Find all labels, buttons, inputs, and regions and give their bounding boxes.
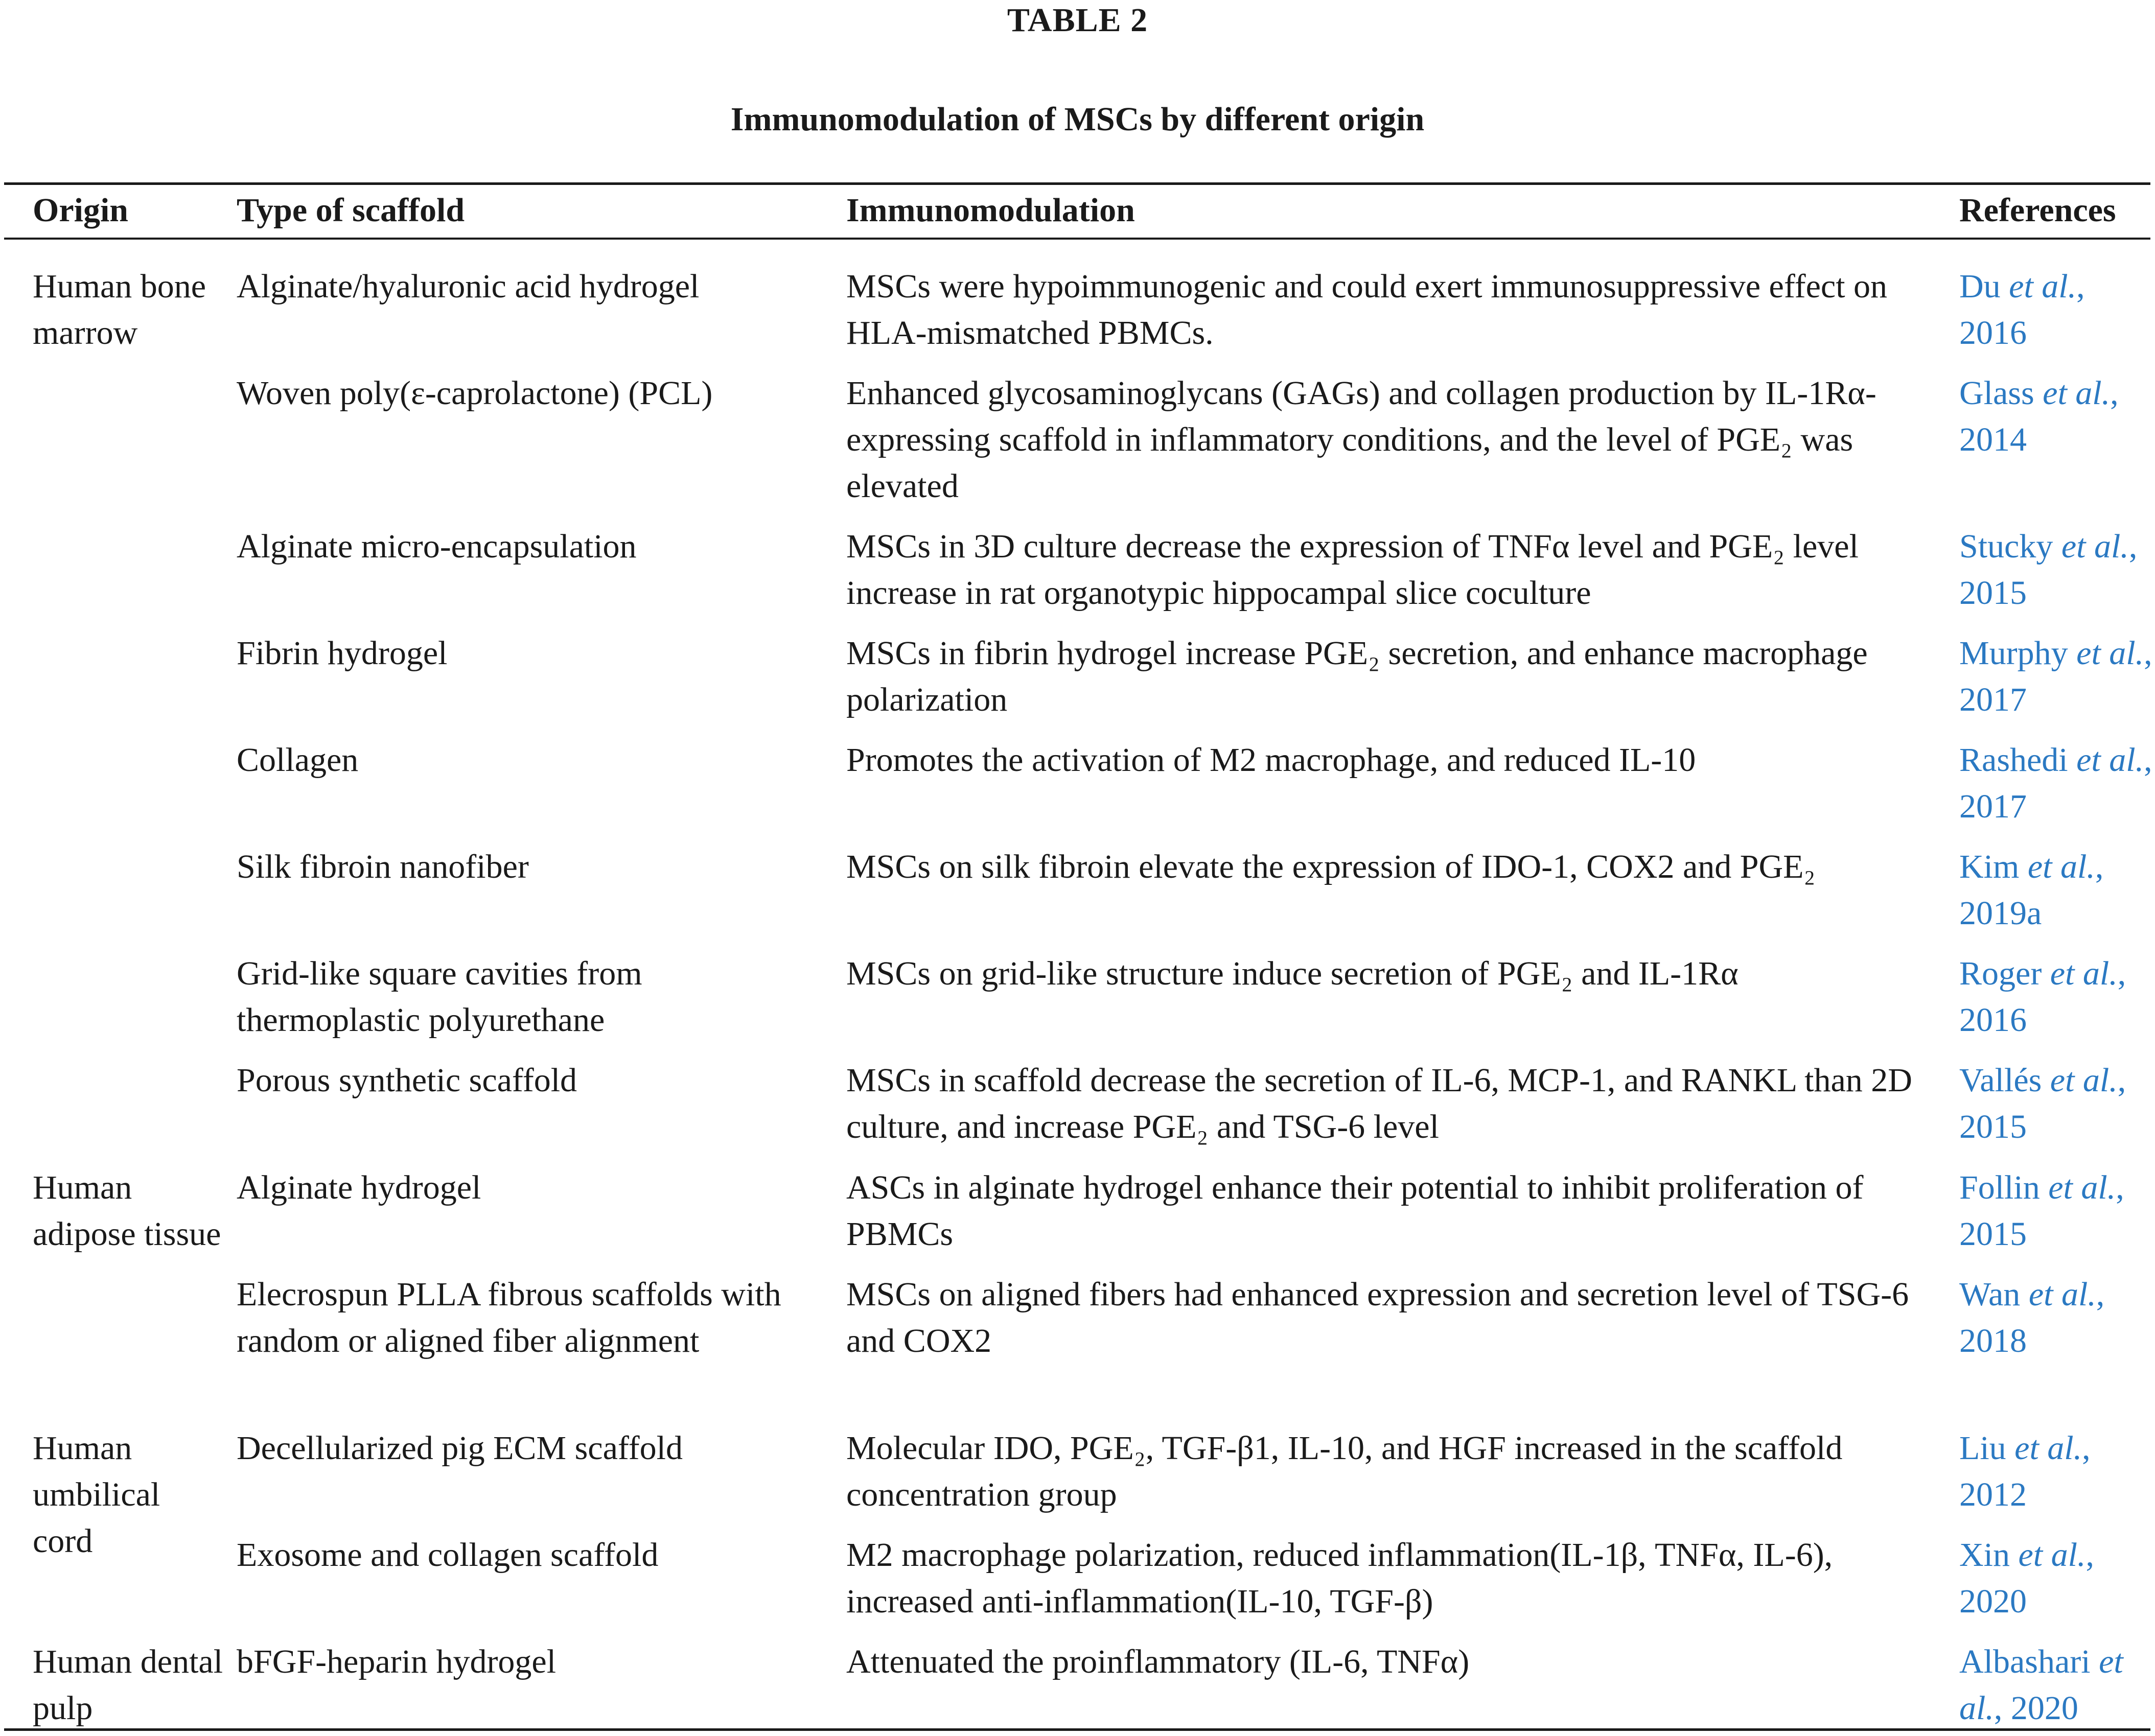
reference-link[interactable]: Glass et al., 2014 [1959, 374, 2119, 458]
immunomodulation-cell: MSCs in scaffold decrease the secretion of IL-6, MCP-1, and RANKL than 2D culture, and increase PGE₂ and TSG-6 level [846, 1062, 1912, 1145]
scaffold-type-cell: Woven poly(ε-caprolactone) (PCL) [237, 374, 713, 412]
reference-link[interactable]: Kim et al., 2019a [1959, 848, 2104, 932]
reference-year: 2016 [1959, 1001, 2027, 1039]
header-type-of-scaffold: Type of scaffold [237, 192, 465, 229]
scaffold-type-cell: Alginate micro-encapsulation [237, 528, 637, 565]
reference-author: Follin [1959, 1169, 2040, 1206]
scaffold-type-cell: Silk fibroin nanofiber [237, 848, 529, 885]
scaffold-type-cell: Porous synthetic scaffold [237, 1062, 577, 1099]
reference-author: Wan [1959, 1276, 2021, 1313]
reference-et-al: et al. [2027, 848, 2095, 885]
reference-author: Murphy [1959, 635, 2068, 672]
reference-link[interactable]: Stucky et al., 2015 [1959, 528, 2138, 612]
reference-year: 2020 [1959, 1583, 2027, 1620]
scaffold-type-cell: Decellularized pig ECM scaffold [237, 1429, 683, 1467]
origin-cell: Human dental pulp [33, 1643, 223, 1727]
immunomodulation-cell: MSCs on aligned fibers had enhanced expression and secretion level of TSG-6 and COX2 [846, 1276, 1909, 1359]
bottom-rule [4, 1728, 2150, 1731]
header-rule [4, 238, 2150, 240]
reference-year: 2018 [1959, 1322, 2027, 1359]
reference-et-al: et al. [1959, 1643, 2123, 1727]
origin-cell: Human umbilical cord [33, 1429, 160, 1560]
reference-et-al: et al. [2009, 268, 2077, 305]
immunomodulation-cell: MSCs in 3D culture decrease the expression of TNFα level and PGE₂ level increase in rat organotypic hippocampal slice coculture [846, 528, 1859, 612]
top-rule [4, 182, 2150, 185]
reference-year: 2014 [1959, 421, 2027, 458]
reference-link[interactable]: Follin et al., 2015 [1959, 1169, 2124, 1253]
reference-et-al: et al. [2050, 1062, 2118, 1099]
table-caption: Immunomodulation of MSCs by different origin [730, 101, 1425, 138]
reference-link[interactable]: Rashedi et al., 2017 [1959, 741, 2152, 825]
reference-et-al: et al. [2028, 1276, 2096, 1313]
reference-year: 2019a [1959, 895, 2042, 932]
immunomodulation-cell: Molecular IDO, PGE₂, TGF-β1, IL-10, and HGF increased in the scaffold concentration group [846, 1429, 1843, 1513]
reference-author: Albashari [1959, 1643, 2091, 1680]
immunomodulation-cell: Promotes the activation of M2 macrophage, and reduced IL-10 [846, 741, 1696, 779]
reference-author: Vallés [1959, 1062, 2042, 1099]
reference-year: 2015 [1959, 574, 2027, 612]
reference-link[interactable]: Albashari et al., 2020 [1959, 1643, 2123, 1727]
immunomodulation-cell: MSCs in fibrin hydrogel increase PGE₂ secretion, and enhance macrophage polarization [846, 635, 1868, 718]
reference-author: Stucky [1959, 528, 2053, 565]
reference-year: 2015 [1959, 1108, 2027, 1145]
reference-et-al: et al. [2050, 955, 2118, 992]
header-origin: Origin [33, 192, 129, 229]
reference-et-al: et al. [2048, 1169, 2116, 1206]
origin-cell: Human adipose tissue [33, 1169, 221, 1253]
origin-cell: Human bone marrow [33, 268, 206, 351]
reference-year: 2017 [1959, 788, 2027, 825]
scaffold-type-cell: Exosome and collagen scaffold [237, 1536, 659, 1574]
reference-author: Xin [1959, 1536, 2010, 1574]
reference-author: Kim [1959, 848, 2020, 885]
immunomodulation-cell: MSCs on silk fibroin elevate the expression of IDO-1, COX2 and PGE₂ [846, 848, 1816, 885]
header-immunomodulation: Immunomodulation [846, 192, 1135, 229]
reference-author: Glass [1959, 374, 2034, 412]
reference-et-al: et al. [2043, 374, 2111, 412]
table-label: TABLE 2 [1007, 2, 1148, 39]
reference-author: Rashedi [1959, 741, 2068, 779]
reference-et-al: et al. [2076, 741, 2144, 779]
reference-year: 2012 [1959, 1476, 2027, 1513]
reference-year: 2015 [1959, 1215, 2027, 1253]
immunomodulation-cell: M2 macrophage polarization, reduced inflammation(IL-1β, TNFα, IL-6), increased anti-inflammation(IL-10, TGF-β) [846, 1536, 1833, 1620]
scaffold-type-cell: bFGF-heparin hydrogel [237, 1643, 557, 1680]
immunomodulation-cell: Enhanced glycosaminoglycans (GAGs) and collagen production by IL-1Rα-expressing scaffold in inflammatory conditions, and the level of PGE₂ was elevated [846, 374, 1876, 505]
reference-et-al: et al. [2076, 635, 2144, 672]
reference-year: 2017 [1959, 681, 2027, 718]
reference-author: Roger [1959, 955, 2042, 992]
header-references: References [1959, 192, 2116, 229]
reference-et-al: et al. [2018, 1536, 2086, 1574]
reference-link[interactable]: Vallés et al., 2015 [1959, 1062, 2126, 1145]
reference-year: 2020 [2010, 1690, 2078, 1727]
immunomodulation-cell: MSCs on grid-like structure induce secretion of PGE₂ and IL-1Rα [846, 955, 1739, 992]
reference-link[interactable]: Du et al., 2016 [1959, 268, 2085, 351]
scaffold-type-cell: Alginate/hyaluronic acid hydrogel [237, 268, 700, 305]
reference-link[interactable]: Murphy et al., 2017 [1959, 635, 2152, 718]
reference-author: Du [1959, 268, 2001, 305]
scaffold-type-cell: Fibrin hydrogel [237, 635, 448, 672]
reference-et-al: et al. [2014, 1429, 2082, 1467]
reference-et-al: et al. [2061, 528, 2129, 565]
reference-link[interactable]: Xin et al., 2020 [1959, 1536, 2094, 1620]
immunomodulation-cell: ASCs in alginate hydrogel enhance their potential to inhibit proliferation of PBMCs [846, 1169, 1864, 1253]
immunomodulation-cell: MSCs were hypoimmunogenic and could exert immunosuppressive effect on HLA-mismatched PBMCs. [846, 268, 1888, 351]
reference-link[interactable]: Liu et al., 2012 [1959, 1429, 2091, 1513]
reference-link[interactable]: Roger et al., 2016 [1959, 955, 2126, 1039]
reference-author: Liu [1959, 1429, 2006, 1467]
immunomodulation-cell: Attenuated the proinflammatory (IL-6, TNFα) [846, 1643, 1470, 1680]
scaffold-type-cell: Grid-like square cavities from thermoplastic polyurethane [237, 955, 642, 1039]
reference-link[interactable]: Wan et al., 2018 [1959, 1276, 2105, 1359]
scaffold-type-cell: Collagen [237, 741, 359, 779]
scaffold-type-cell: Elecrospun PLLA fibrous scaffolds with random or aligned fiber alignment [237, 1276, 781, 1359]
reference-year: 2016 [1959, 314, 2027, 351]
scaffold-type-cell: Alginate hydrogel [237, 1169, 481, 1206]
